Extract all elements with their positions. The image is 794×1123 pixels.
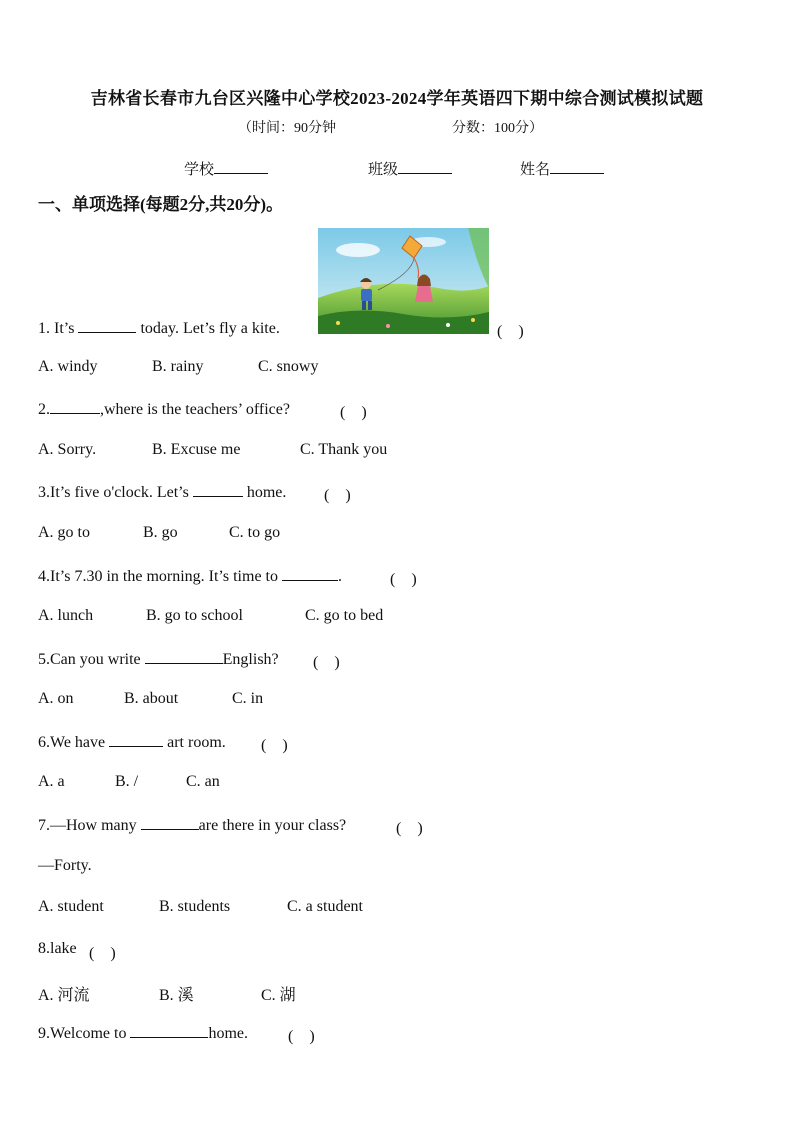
option-c[interactable]: C. to go	[229, 524, 281, 541]
option-c[interactable]: C. a student	[287, 898, 363, 915]
answer-blank[interactable]	[78, 318, 136, 333]
option-c[interactable]: C. Thank you	[300, 441, 388, 458]
question-7-reply: —Forty.	[38, 857, 92, 874]
question-2: 2. ,where is the teachers’ office?	[38, 401, 290, 418]
option-b[interactable]: B. rainy	[152, 358, 204, 375]
option-b[interactable]: B. students	[159, 898, 231, 915]
option-b[interactable]: B. go	[143, 524, 178, 541]
question-1: 1. It’s today. Let’s fly a kite.	[38, 320, 280, 337]
class-label: 班级	[368, 162, 399, 178]
answer-paren[interactable]: ( )	[261, 737, 288, 754]
school-field	[184, 158, 268, 179]
answer-paren[interactable]: ( )	[390, 571, 417, 588]
section-title: 一、单项选择(每题2分,共20分)。	[38, 195, 284, 214]
option-b[interactable]: B. go to school	[146, 607, 243, 624]
answer-blank[interactable]	[130, 1023, 208, 1038]
answer-paren[interactable]: ( )	[288, 1028, 315, 1045]
question-6: 6.We have art room.	[38, 734, 226, 751]
option-a[interactable]: A. Sorry.	[38, 441, 97, 458]
answer-blank[interactable]	[282, 566, 338, 581]
option-b[interactable]: B. about	[124, 690, 179, 707]
answer-blank[interactable]	[193, 482, 243, 497]
question-5: 5.Can you write English?	[38, 651, 279, 668]
answer-blank[interactable]	[145, 649, 223, 664]
question-9: 9.Welcome to home.	[38, 1025, 249, 1042]
option-a[interactable]: A. 河流	[38, 987, 90, 1004]
option-b[interactable]: B. /	[115, 773, 139, 790]
option-c[interactable]: C. an	[186, 773, 220, 790]
kite-scene-icon	[318, 228, 489, 334]
exam-title: 吉林省长春市九台区兴隆中心学校2023-2024学年英语四下期中综合测试模拟试题	[90, 89, 704, 108]
option-b[interactable]: B. Excuse me	[152, 441, 241, 458]
question-4: 4.It’s 7.30 in the morning. It’s time to .	[38, 568, 342, 585]
option-c[interactable]: C. snowy	[258, 358, 319, 375]
exam-score: 分数：100分）	[452, 121, 543, 136]
option-a[interactable]: A. on	[38, 690, 74, 707]
answer-paren[interactable]: ( )	[396, 820, 423, 837]
option-a[interactable]: A. a	[38, 773, 65, 790]
option-a[interactable]: A. lunch	[38, 607, 94, 624]
name-field	[520, 158, 604, 179]
option-b[interactable]: B. 溪	[159, 987, 194, 1004]
answer-paren[interactable]: ( )	[324, 487, 351, 504]
class-field	[368, 158, 452, 179]
exam-time: （时间：90分钟	[238, 121, 336, 136]
option-a[interactable]: A. go to	[38, 524, 90, 541]
question-7: 7.—How many are there in your class?	[38, 817, 347, 834]
answer-blank[interactable]	[141, 815, 199, 830]
name-blank[interactable]	[550, 159, 604, 174]
answer-blank[interactable]	[109, 732, 163, 747]
school-label: 学校	[184, 162, 215, 178]
option-a[interactable]: A. student	[38, 898, 104, 915]
option-c[interactable]: C. in	[232, 690, 264, 707]
answer-blank[interactable]	[50, 399, 100, 414]
school-blank[interactable]	[214, 159, 268, 174]
option-c[interactable]: C. 湖	[261, 987, 296, 1004]
answer-paren[interactable]: ( )	[497, 323, 524, 340]
class-blank[interactable]	[398, 159, 452, 174]
answer-paren[interactable]: ( )	[340, 404, 367, 421]
answer-paren[interactable]: ( )	[313, 654, 340, 671]
answer-paren[interactable]: ( )	[89, 945, 116, 962]
question-3: 3.It’s five o'clock. Let’s home.	[38, 484, 287, 501]
kite-illustration	[318, 228, 489, 334]
option-c[interactable]: C. go to bed	[305, 607, 384, 624]
question-8: 8.lake	[38, 940, 77, 957]
name-label: 姓名	[520, 162, 551, 178]
option-a[interactable]: A. windy	[38, 358, 98, 375]
